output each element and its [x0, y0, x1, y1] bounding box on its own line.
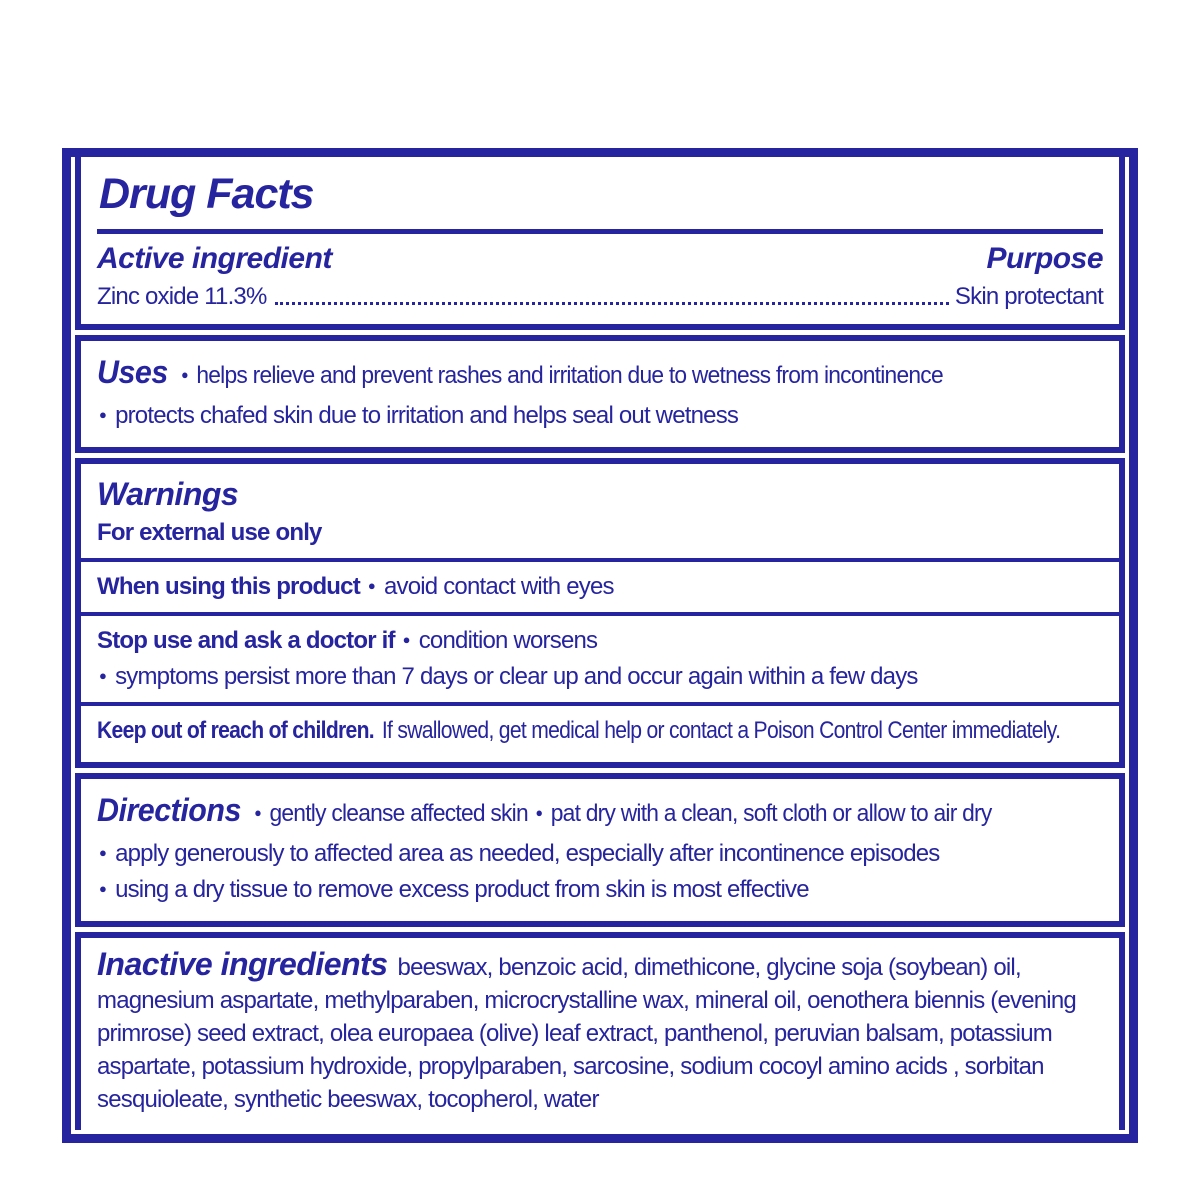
stop-use-bullet-text: symptoms persist more than 7 days or clear up and occur again within a few days: [115, 663, 918, 690]
bullet-icon: [528, 793, 551, 835]
keep-out-label: Keep out of reach of children.: [97, 717, 374, 744]
inactive-ingredients-paragraph: [97, 948, 1103, 1116]
uses-bullet-text: helps relieve and prevent rashes and irritation due to wetness from incontinence: [196, 362, 943, 389]
inactive-ingredients-text: beeswax, benzoic acid, dimethicone, glycine soja (soybean) oil, magnesium aspartate, methylparaben, microcrystalline wax, mineral oil, oenothera biennis (evening primrose) seed extract, olea europaea (olive) leaf extract, panthenol, peruvian balsam, potassium aspartate, potassium hydroxide, propylparaben, sarcosine, sodium cocoyl amino acids , sorbitan sesquioleate, synthetic beeswax, tocopherol, water: [97, 954, 1076, 1113]
drug-facts-label: [62, 148, 1138, 1143]
keep-out-text: If swallowed, get medical help or contact a Poison Control Center immediately.: [381, 717, 1061, 744]
bullet-icon: [173, 355, 196, 397]
directions-bullet-text: gently cleanse affected skin: [269, 800, 528, 827]
bullet-icon: [97, 399, 115, 433]
when-using-label: When using this product: [97, 573, 360, 600]
warnings-divider: [81, 612, 1119, 616]
purpose-heading: Purpose: [986, 242, 1103, 275]
bullet-icon: [247, 793, 270, 835]
warnings-divider: [81, 702, 1119, 706]
title-divider: [97, 229, 1103, 234]
warnings-heading: Warnings: [97, 476, 239, 512]
uses-heading: Uses: [97, 354, 168, 390]
directions-line-1: [97, 789, 1053, 835]
bullet-icon: [360, 570, 384, 604]
directions-line-2: [97, 837, 1103, 871]
stop-use-label: Stop use and ask a doctor if: [97, 627, 395, 654]
section-warnings: [75, 458, 1125, 768]
uses-line-1: [97, 351, 1053, 397]
warnings-divider: [81, 558, 1119, 562]
section-inactive-ingredients: [75, 932, 1125, 1130]
keep-out-line: [97, 714, 1061, 748]
stop-use-bullet-text: condition worsens: [418, 627, 598, 654]
bullet-icon: [97, 873, 115, 907]
directions-heading: Directions: [97, 792, 241, 828]
external-use-line: For external use only: [97, 519, 322, 546]
directions-bullet-text: using a dry tissue to remove excess product from skin is most effective: [115, 876, 809, 903]
dot-leader: [275, 302, 949, 305]
section-directions: [75, 773, 1125, 927]
bullet-icon: [97, 837, 115, 871]
bullet-icon: [395, 624, 419, 658]
when-using-line: [97, 570, 1103, 604]
uses-line-2: [97, 399, 1103, 433]
active-purpose-header-row: [97, 242, 1103, 276]
section-title-active: [75, 157, 1125, 330]
stop-use-line-2: [97, 660, 1103, 694]
directions-bullet-text: pat dry with a clean, soft cloth or allow to air dry: [550, 800, 992, 827]
section-uses: [75, 335, 1125, 453]
uses-bullet-text: protects chafed skin due to irritation and helps seal out wetness: [115, 402, 739, 429]
active-ingredient-name: Zinc oxide 11.3%: [97, 283, 267, 310]
when-using-bullet-text: avoid contact with eyes: [383, 573, 614, 600]
directions-bullet-text: apply generously to affected area as needed, especially after incontinence episodes: [115, 840, 940, 867]
active-ingredient-row: [97, 282, 1103, 312]
drug-facts-title: Drug Facts: [99, 170, 314, 218]
directions-line-3: [97, 873, 1103, 907]
inactive-ingredients-heading: Inactive ingredients: [97, 946, 388, 982]
purpose-value: Skin protectant: [954, 283, 1103, 310]
active-ingredient-heading: Active ingredient: [97, 242, 332, 275]
stop-use-line: [97, 624, 1103, 658]
bullet-icon: [97, 660, 115, 694]
